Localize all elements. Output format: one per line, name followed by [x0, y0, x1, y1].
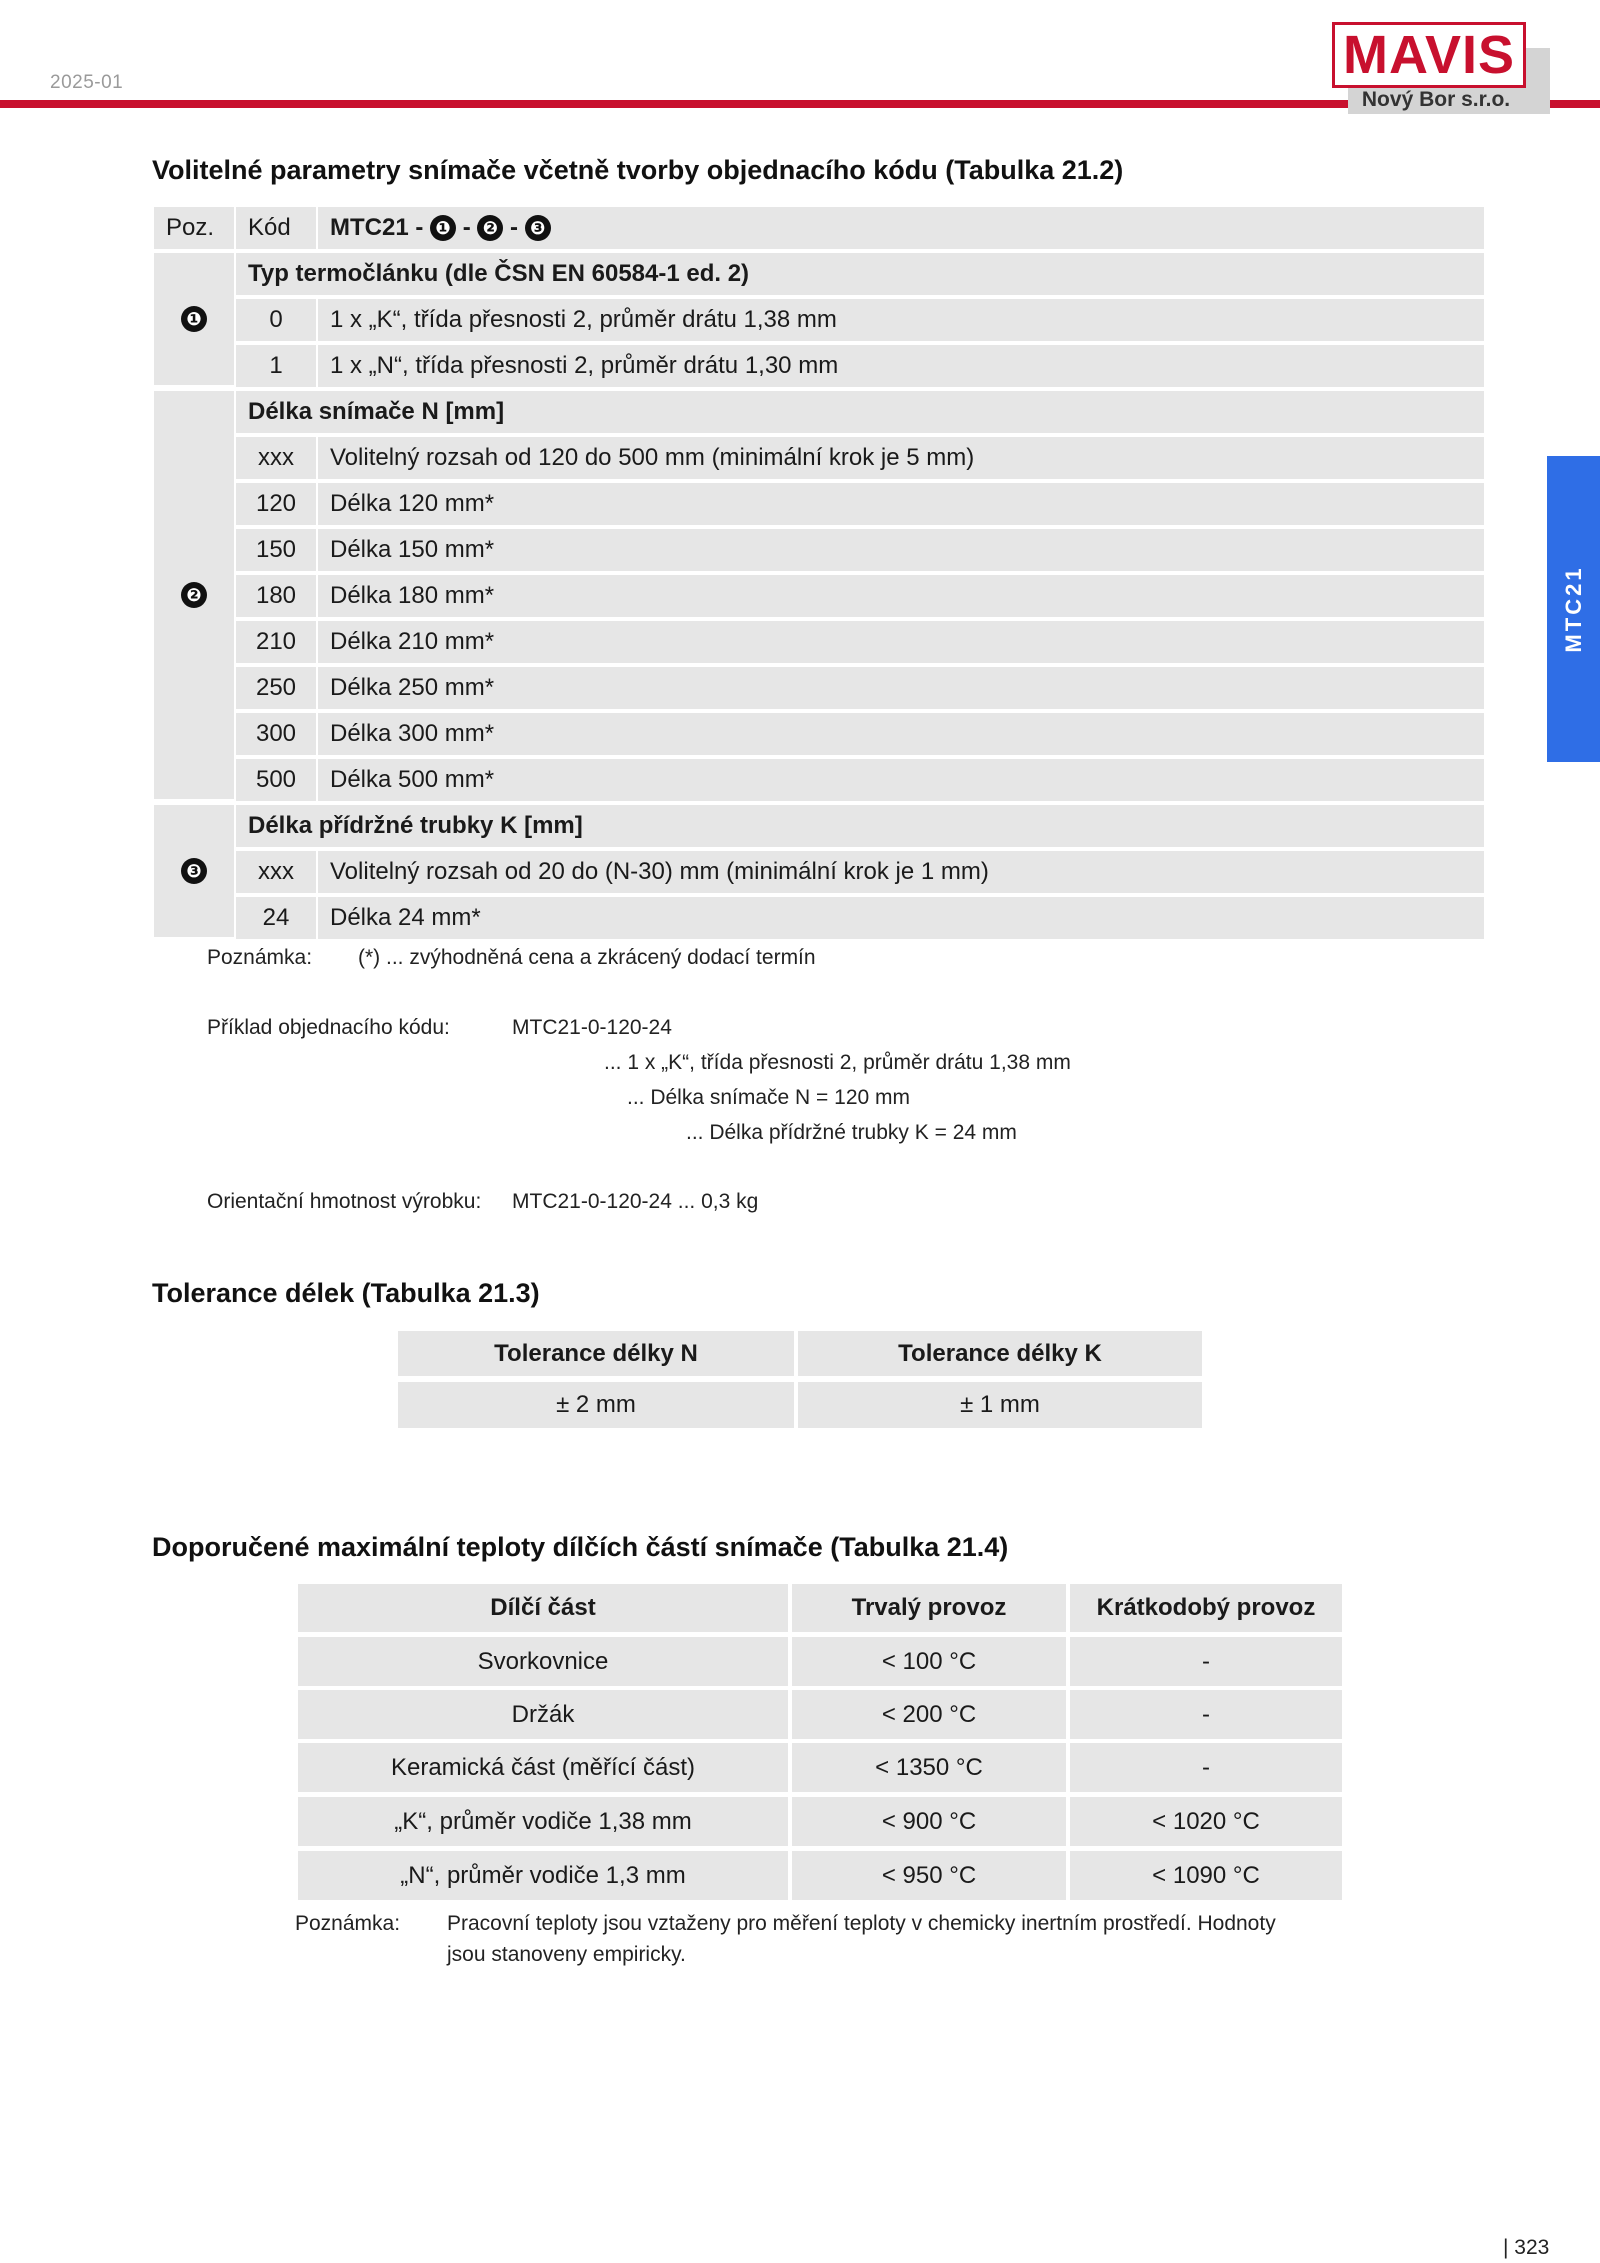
table-cell: < 900 °C	[792, 1797, 1066, 1846]
table-cell-desc: Délka 300 mm*	[318, 713, 1484, 755]
note-text: Pracovní teploty jsou vztaženy pro měření teploty v chemicky inertním prostředí. Hodnoty	[447, 1912, 1276, 1935]
example-code: MTC21-0-120-24	[512, 1016, 672, 1039]
table-cell: „K“, průměr vodiče 1,38 mm	[298, 1797, 788, 1846]
table-cell: Svorkovnice	[298, 1637, 788, 1686]
table-cell: < 950 °C	[792, 1851, 1066, 1900]
note-text: jsou stanoveny empiricky.	[447, 1943, 686, 1966]
table-cell-desc: 1 x „N“, třída přesnosti 2, průměr drátu 1,30 mm	[318, 345, 1484, 387]
table-21-4-title: Doporučené maximální teploty dílčích částí snímače (Tabulka 21.4)	[152, 1532, 1009, 1562]
table-cell-code: xxx	[236, 437, 316, 479]
col-code-header: Kód	[236, 207, 316, 249]
table-cell-code: 180	[236, 575, 316, 617]
table-cell-code: 0	[236, 299, 316, 341]
table-cell-desc: 1 x „K“, třída přesnosti 2, průměr drátu 1,38 mm	[318, 299, 1484, 341]
table-cell-code: 120	[236, 483, 316, 525]
company-logo	[1332, 22, 1526, 88]
marker-3-icon: ❸	[181, 858, 207, 884]
table-cell-desc: Délka 120 mm*	[318, 483, 1484, 525]
table-cell: < 1090 °C	[1070, 1851, 1342, 1900]
marker-2-icon: ❷	[477, 215, 503, 241]
table-header-cell: Krátkodobý provoz	[1070, 1584, 1342, 1632]
table-cell-code: 500	[236, 759, 316, 801]
col-pos-header: Poz.	[154, 207, 234, 249]
marker-3-icon: ❸	[525, 215, 551, 241]
note-label: Poznámka:	[207, 946, 313, 969]
table-cell: < 1020 °C	[1070, 1797, 1342, 1846]
weight-value: MTC21-0-120-24 ... 0,3 kg	[512, 1190, 759, 1213]
table-header-cell: Trvalý provoz	[792, 1584, 1066, 1632]
example-line: ... 1 x „K“, třída přesnosti 2, průměr drátu 1,38 mm	[604, 1051, 1071, 1074]
table-cell-code: 250	[236, 667, 316, 709]
table-cell-desc: Délka 24 mm*	[318, 897, 1484, 939]
marker-2-icon: ❷	[181, 582, 207, 608]
group-1-pos	[154, 253, 234, 385]
table-cell-code: 1	[236, 345, 316, 387]
example-line: ... Délka snímače N = 120 mm	[627, 1086, 911, 1109]
group-3-pos	[154, 805, 234, 937]
logo-text: MAVIS	[1342, 25, 1515, 85]
marker-1-icon: ❶	[430, 215, 456, 241]
weight-label: Orientační hmotnost výrobku:	[207, 1190, 482, 1213]
table-cell-desc: Délka 250 mm*	[318, 667, 1484, 709]
table-cell-code: 150	[236, 529, 316, 571]
marker-1-icon: ❶	[181, 306, 207, 332]
table-cell-desc: Délka 150 mm*	[318, 529, 1484, 571]
table-21-2-title: Volitelné parametry snímače včetně tvorby objednacího kódu (Tabulka 21.2)	[152, 155, 1124, 185]
table-cell: -	[1070, 1637, 1342, 1686]
table-cell: < 200 °C	[792, 1690, 1066, 1739]
page-number: | 323	[1503, 2236, 1550, 2259]
table-cell: < 1350 °C	[792, 1743, 1066, 1792]
example-line: ... Délka přídržné trubky K = 24 mm	[686, 1121, 1017, 1144]
table-cell: „N“, průměr vodiče 1,3 mm	[298, 1851, 788, 1900]
table-cell-code: 300	[236, 713, 316, 755]
order-code-pattern: MTC21 - ❶ - ❷ - ❸	[318, 207, 1484, 249]
note-text: (*) ... zvýhodněná cena a zkrácený dodací termín	[358, 946, 816, 969]
table-cell-code: xxx	[236, 851, 316, 893]
note-label: Poznámka:	[295, 1912, 401, 1935]
table-cell: < 100 °C	[792, 1637, 1066, 1686]
table-cell: Držák	[298, 1690, 788, 1739]
table-cell: -	[1070, 1690, 1342, 1739]
side-tab-label: MTC21	[1560, 565, 1586, 653]
table-cell-desc: Délka 210 mm*	[318, 621, 1484, 663]
table-cell-desc: Volitelný rozsah od 20 do (N-30) mm (minimální krok je 1 mm)	[318, 851, 1484, 893]
table-cell-desc: Délka 180 mm*	[318, 575, 1484, 617]
table-header-cell: Tolerance délky N	[398, 1331, 794, 1376]
table-cell-desc: Délka 500 mm*	[318, 759, 1484, 801]
group-2-pos	[154, 391, 234, 799]
group-1-heading: Typ termočlánku (dle ČSN EN 60584-1 ed. 2)	[236, 253, 1484, 295]
table-cell-code: 24	[236, 897, 316, 939]
group-3-heading: Délka přídržné trubky K [mm]	[236, 805, 1484, 847]
table-header-cell: Tolerance délky K	[798, 1331, 1202, 1376]
table-cell: Keramická část (měřící část)	[298, 1743, 788, 1792]
document-date: 2025-01	[50, 72, 124, 93]
side-section-tab	[1547, 456, 1600, 762]
example-label: Příklad objednacího kódu:	[207, 1016, 450, 1039]
logo-subtitle: Nový Bor s.r.o.	[1361, 88, 1511, 111]
table-21-3-title: Tolerance délek (Tabulka 21.3)	[152, 1278, 540, 1308]
table-cell: -	[1070, 1743, 1342, 1792]
table-cell: ± 2 mm	[398, 1382, 794, 1428]
table-cell-desc: Volitelný rozsah od 120 do 500 mm (minimální krok je 5 mm)	[318, 437, 1484, 479]
table-cell-code: 210	[236, 621, 316, 663]
table-cell: ± 1 mm	[798, 1382, 1202, 1428]
group-2-heading: Délka snímače N [mm]	[236, 391, 1484, 433]
table-header-cell: Dílčí část	[298, 1584, 788, 1632]
